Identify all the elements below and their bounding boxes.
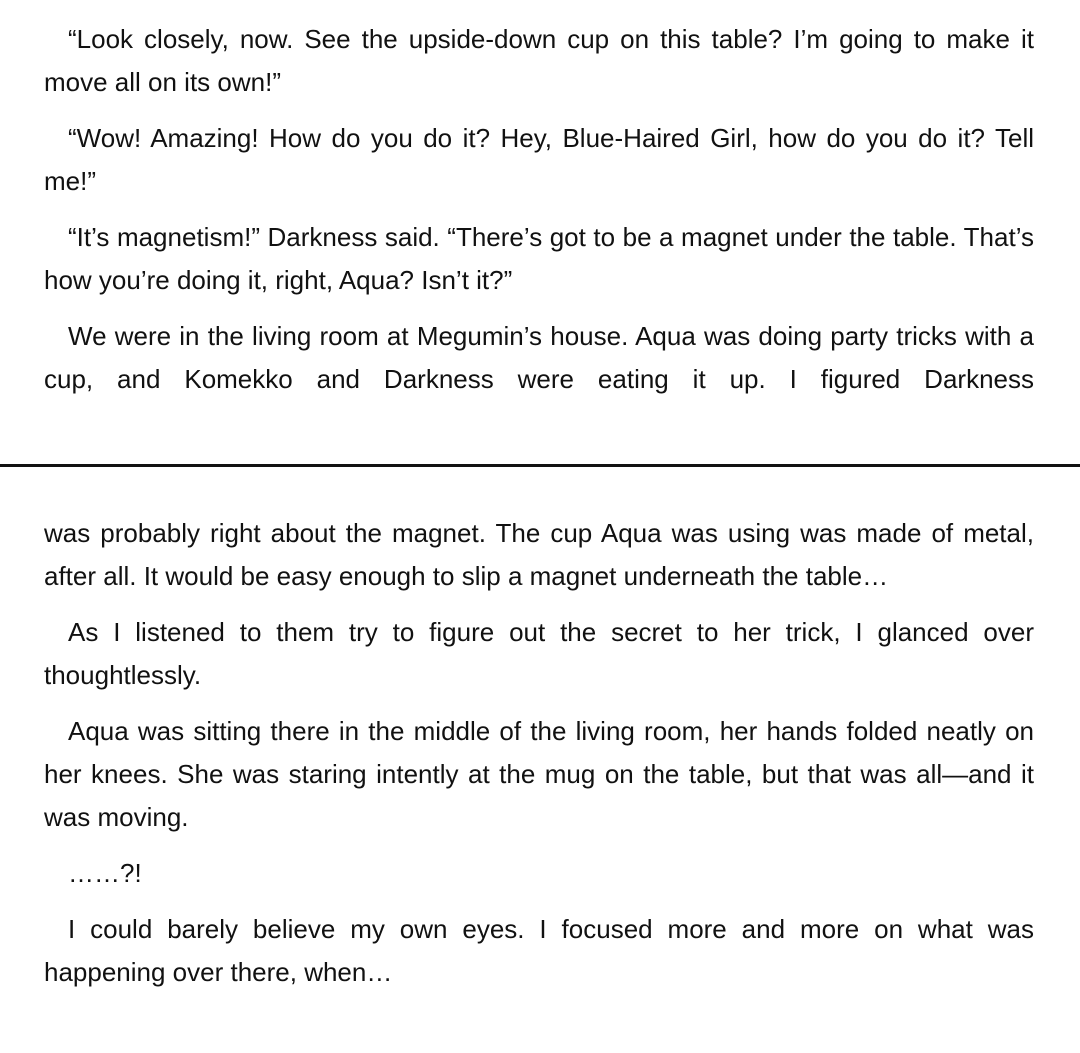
page-divider [0,464,1080,467]
paragraph: “Look closely, now. See the upside-down cup on this table? I’m going to make it move all on its own!” [44,24,1034,97]
paragraph: We were in the living room at Megumin’s house. Aqua was doing party tricks with a cup, and Komekko and Darkness were eating it up. I figured Darkness [44,321,1034,394]
paragraph: ……?! [68,858,142,888]
paragraph: “It’s magnetism!” Darkness said. “There’s got to be a magnet under the table. That’s how you’re doing it, right, Aqua? Isn’t it?” [44,222,1034,295]
paragraph: I could barely believe my own eyes. I focused more and more on what was happening over there, when… [44,914,1034,987]
paragraph: “Wow! Amazing! How do you do it? Hey, Blue-Haired Girl, how do you do it? Tell me!” [44,123,1034,196]
paragraph: As I listened to them try to figure out the secret to her trick, I glanced over thoughtlessly. [44,617,1034,690]
paragraph: was probably right about the magnet. The cup Aqua was using was made of metal, after all. It would be easy enough to slip a magnet underneath the table… [44,518,1034,591]
top-page-text [0,18,1080,401]
bottom-page-text [0,512,1080,994]
paragraph: Aqua was sitting there in the middle of the living room, her hands folded neatly on her knees. She was staring intently at the mug on the table, but that was all—and it was moving. [44,716,1034,832]
